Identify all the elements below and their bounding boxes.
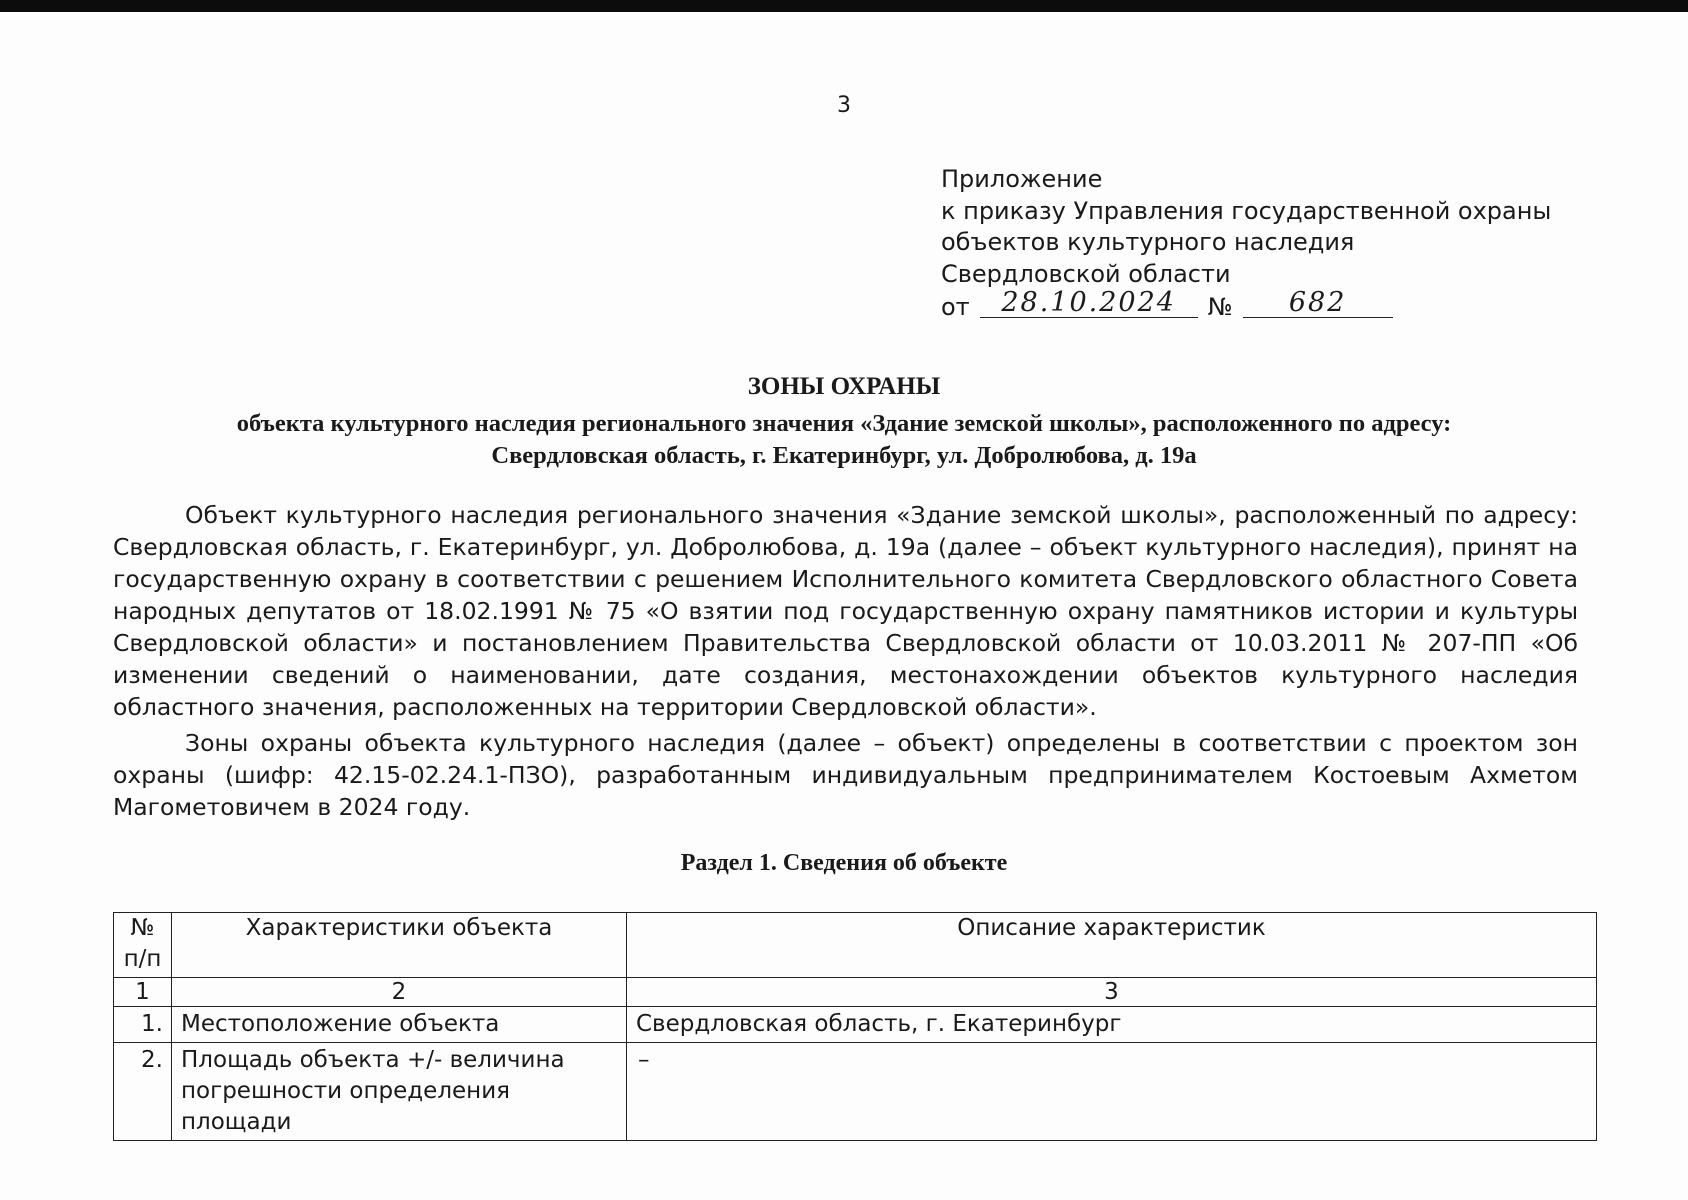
table-header-row: [114, 913, 1597, 978]
document-title: ЗОНЫ ОХРАНЫ: [747, 373, 941, 400]
paragraph-2: [113, 727, 1578, 823]
header-number: № п/п: [114, 913, 172, 978]
row-characteristic: Местоположение объекта: [172, 1007, 627, 1043]
table-row: [114, 1007, 1597, 1043]
paragraph-2-text: Зоны охраны объекта культурного наследия (далее – объект) определены в соответствии с проектом зон охраны (шифр: 42.15-02.24.1-ПЗО), разработанным индивидуальным предпринимателем Костоевым Ахметом Магометовичем в 2024 году.: [113, 729, 1578, 821]
scan-top-edge: [0, 0, 1688, 12]
document-subtitle-line-1: объекта культурного наследия регионального значения «Здание земской школы», расположенного по адресу:: [236, 410, 1452, 437]
header-characteristic: Характеристики объекта: [172, 913, 627, 978]
paragraph-1: [113, 499, 1578, 723]
row-description: [627, 1043, 1597, 1141]
order-date-field: [980, 287, 1198, 318]
appendix-line-2: к приказу Управления государственной охраны: [941, 196, 1552, 225]
appendix-line-1: Приложение: [941, 165, 1103, 193]
index-cell-2: 2: [172, 978, 627, 1007]
row-characteristic: Площадь объекта +/- величина погрешности определения площади: [172, 1043, 627, 1141]
object-info-table: [113, 912, 1597, 1141]
order-number-field: [1243, 287, 1393, 318]
row-description: Свердловская область, г. Екатеринбург: [627, 1007, 1597, 1043]
table-row: [114, 1043, 1597, 1141]
header-description: Описание характеристик: [627, 913, 1597, 978]
appendix-line-3: объектов культурного наследия: [941, 228, 1355, 256]
table-index-row: [114, 978, 1597, 1007]
document-subtitle-line-2: Свердловская область, г. Екатеринбург, ул. Добролюбова, д. 19а: [491, 442, 1197, 469]
row-description-text: –: [638, 1047, 650, 1073]
number-sign: №: [1207, 293, 1233, 321]
row-number: 2.: [114, 1043, 172, 1141]
handwritten-date: 28.10.2024: [1001, 287, 1176, 318]
paragraph-1-text: Объект культурного наследия регионального значения «Здание земской школы», расположенный по адресу: Свердловская область, г. Екатеринбург, ул. Добролюбова, д. 19а (далее – объект культурного наследия), принят на государственную охрану в соответствии с решением Исполнительного комитета Свердловского областного Совета народных депутатов от 18.02.1991 № 75 «О взятии под государственную охрану памятников истории и культуры Свердловской области» и постановлением Правительства Свердловской области от 10.03.2011 № 207-ПП «Об изменении сведений о наименовании, дате создания, местонахождении объектов культурного наследия областного значения, расположенных на территории Свердловской области».: [113, 501, 1578, 721]
page-number: 3: [837, 93, 851, 118]
appendix-block: [941, 164, 1551, 324]
section-title: Раздел 1. Сведения об объекте: [680, 850, 1008, 876]
date-prefix: от: [941, 293, 970, 321]
appendix-line-4: Свердловской области: [941, 259, 1231, 288]
handwritten-number: 682: [1288, 287, 1347, 318]
row-number: 1.: [114, 1007, 172, 1043]
order-date-row: [941, 287, 1551, 324]
index-cell-3: 3: [627, 978, 1597, 1007]
index-cell-1: 1: [114, 978, 172, 1007]
